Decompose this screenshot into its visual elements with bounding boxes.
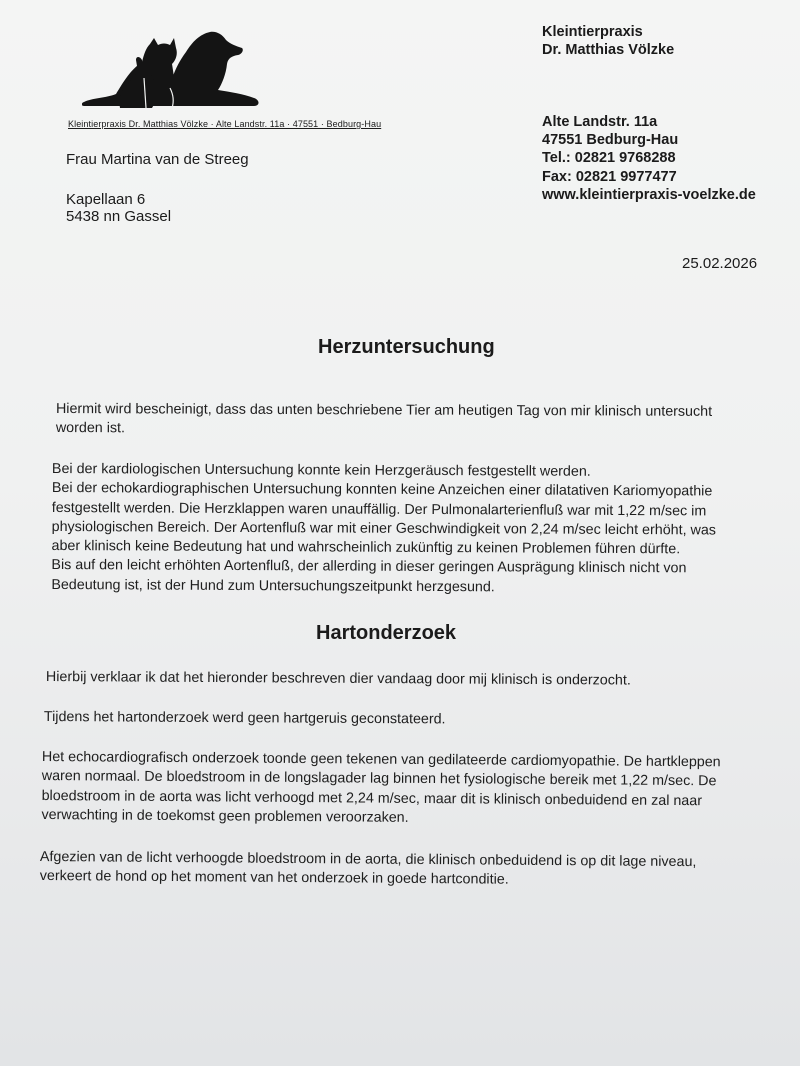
practice-street: Alte Landstr. 11a	[542, 114, 658, 130]
practice-city: 47551 Bedburg-Hau	[542, 132, 679, 149]
german-findings-line: Bei der kardiologischen Untersuchung konnte kein Herzgeräusch festgestellt werden.	[51, 461, 591, 480]
letter-date: 25.02.2026	[682, 255, 758, 272]
german-findings	[51, 460, 716, 599]
german-findings-line: festgestellt werden. Die Herzklappen waren unauffällig. Der Pulmonalarterienfluß war mit 1,22 m/sec im	[51, 499, 707, 520]
practice-doctor: Dr. Matthias Völzke	[542, 42, 675, 58]
german-intro-line: worden ist.	[55, 420, 126, 437]
recipient-city: 5438 nn Gassel	[66, 208, 172, 225]
dutch-intro-line: Hierbij verklaar ik dat het hieronder beschreven dier vandaag door mij klinisch is onderzocht.	[45, 669, 631, 689]
dutch-intro	[46, 668, 631, 691]
practice-header	[542, 23, 674, 59]
recipient-name: Frau Martina van de Streeg	[66, 151, 249, 168]
practice-website: www.kleintierpraxis-voelzke.de	[542, 186, 756, 203]
dutch-murmur	[44, 708, 446, 730]
dutch-heading: Hartonderzoek	[316, 622, 457, 644]
dutch-murmur-line: Tijdens het hartonderzoek werd geen hartgeruis geconstateerd.	[43, 709, 446, 728]
dutch-echo-line: verwachting in de toekomst geen problemen veroorzaken.	[41, 806, 409, 826]
dutch-conclusion-line: Afgezien van de licht verhoogde bloedstroom in de aorta, die klinisch onbeduidend is op dit lage niveau,	[39, 848, 697, 871]
german-findings-line: Bis auf den leicht erhöhten Aortenfluß, der allerding in dieser geringen Ausprägung klinisch nicht von	[51, 557, 687, 577]
german-findings-line: Bedeutung ist, ist der Hund zum Untersuchungszeitpunkt herzgesund.	[51, 576, 495, 596]
german-intro	[56, 400, 712, 441]
dutch-echo	[41, 748, 720, 831]
dutch-echo-line: Het echocardiografisch onderzoek toonde geen tekenen van gedilateerde cardiomyopathie. De hartkleppen	[41, 748, 721, 771]
dutch-conclusion	[40, 848, 697, 892]
dutch-echo-line: waren normaal. De bloedstroom in de longslagader lag binnen het fysiologische bereik met 1,22 m/sec. De	[41, 768, 717, 790]
dutch-echo-line: bloedstroom in de aorta was licht verhoogd met 2,24 m/sec, maar dit is klinisch onbeduidend en zal naar	[41, 787, 703, 809]
german-findings-line: physiologischen Bereich. Der Aortenfluß war mit einer Geschwindigkeit von 2,24 m/sec leicht erhöht, was	[51, 518, 717, 539]
return-address-line: Kleintierpraxis Dr. Matthias Völzke · Alte Landstr. 11a · 47551 · Bedburg-Hau	[68, 119, 382, 129]
german-intro-line: Hiermit wird bescheinigt, dass das unten beschriebene Tier am heutigen Tag von mir klinisch untersucht	[55, 401, 713, 420]
practice-phone: Tel.: 02821 9768288	[542, 150, 676, 167]
german-findings-line: Bei der echokardiographischen Untersuchung konnten keine Anzeichen einer dilatativen Kariomyopathie	[51, 480, 713, 500]
german-heading: Herzuntersuchung	[318, 336, 495, 358]
recipient-street: Kapellaan 6	[66, 191, 146, 208]
dutch-conclusion-line: verkeert de hond op het moment van het onderzoek in goede hartconditie.	[39, 868, 509, 888]
german-findings-line: aber klinisch keine Bedeutung hat und wahrscheinlich zukünftig zu keinen Problemen führen dürfte.	[51, 538, 681, 558]
practice-contact	[542, 113, 756, 204]
practice-fax: Fax: 02821 9977477	[542, 168, 677, 185]
cat-rabbit-dog-silhouette-icon	[82, 28, 262, 118]
practice-name: Kleintierpraxis	[542, 24, 643, 40]
